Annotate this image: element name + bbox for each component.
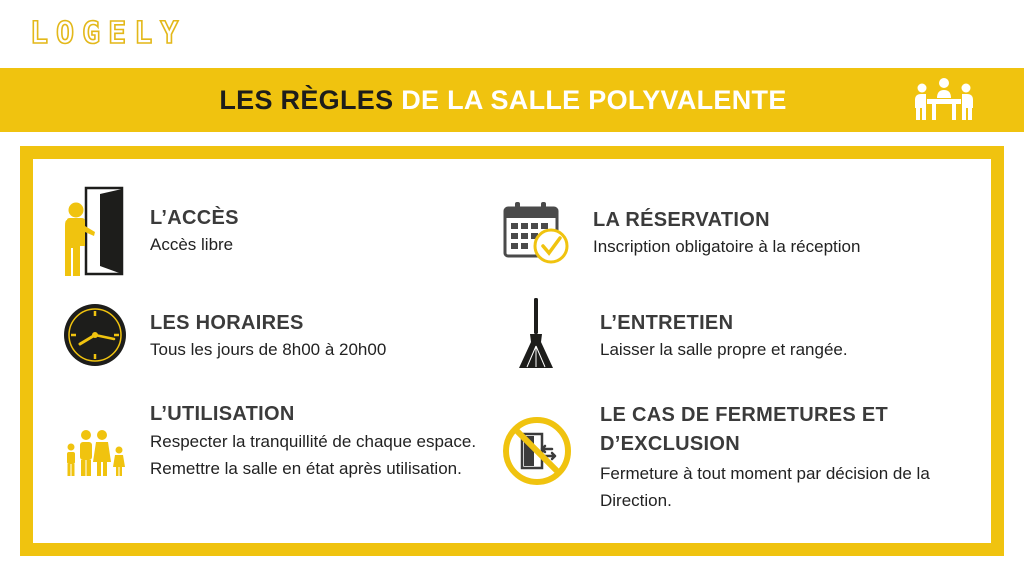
calendar-check-icon xyxy=(503,200,571,266)
page-title-light: DE LA SALLE POLYVALENTE xyxy=(401,85,787,115)
person-door-icon xyxy=(60,186,130,280)
rule-text-horaires: Tous les jours de 8h00 à 20h00 xyxy=(150,340,387,359)
meeting-table-icon xyxy=(912,76,976,122)
rule-text-acces: Accès libre xyxy=(150,235,234,254)
rule-title-utilisation: L’UTILISATION xyxy=(150,403,295,425)
page-title-dark: LES RÈGLES xyxy=(219,85,394,115)
rule-title-fermeture: LE CAS DE FERMETURES ET D’EXCLUSION xyxy=(600,404,889,455)
broom-icon xyxy=(517,296,555,372)
family-icon xyxy=(64,426,128,478)
header-banner xyxy=(0,68,1024,132)
rule-text-fermeture: Fermeture à tout moment par décision de la Direction. xyxy=(600,464,930,510)
rule-title-entretien: L’ENTRETIEN xyxy=(600,312,734,334)
rule-title-reservation: LA RÉSERVATION xyxy=(593,209,770,231)
page-title xyxy=(0,68,1006,132)
rule-text-entretien: Laisser la salle propre et rangée. xyxy=(600,340,848,359)
rule-title-acces: L’ACCÈS xyxy=(150,207,239,229)
rule-text-utilisation: Respecter la tranquillité de chaque espace. Remettre la salle en état après utilisation. xyxy=(150,432,477,478)
logo: LOGELY xyxy=(30,16,187,51)
clock-icon xyxy=(62,302,128,368)
no-entry-door-icon xyxy=(502,416,572,486)
rule-text-reservation: Inscription obligatoire à la réception xyxy=(593,237,861,256)
rule-title-horaires: LES HORAIRES xyxy=(150,312,304,334)
